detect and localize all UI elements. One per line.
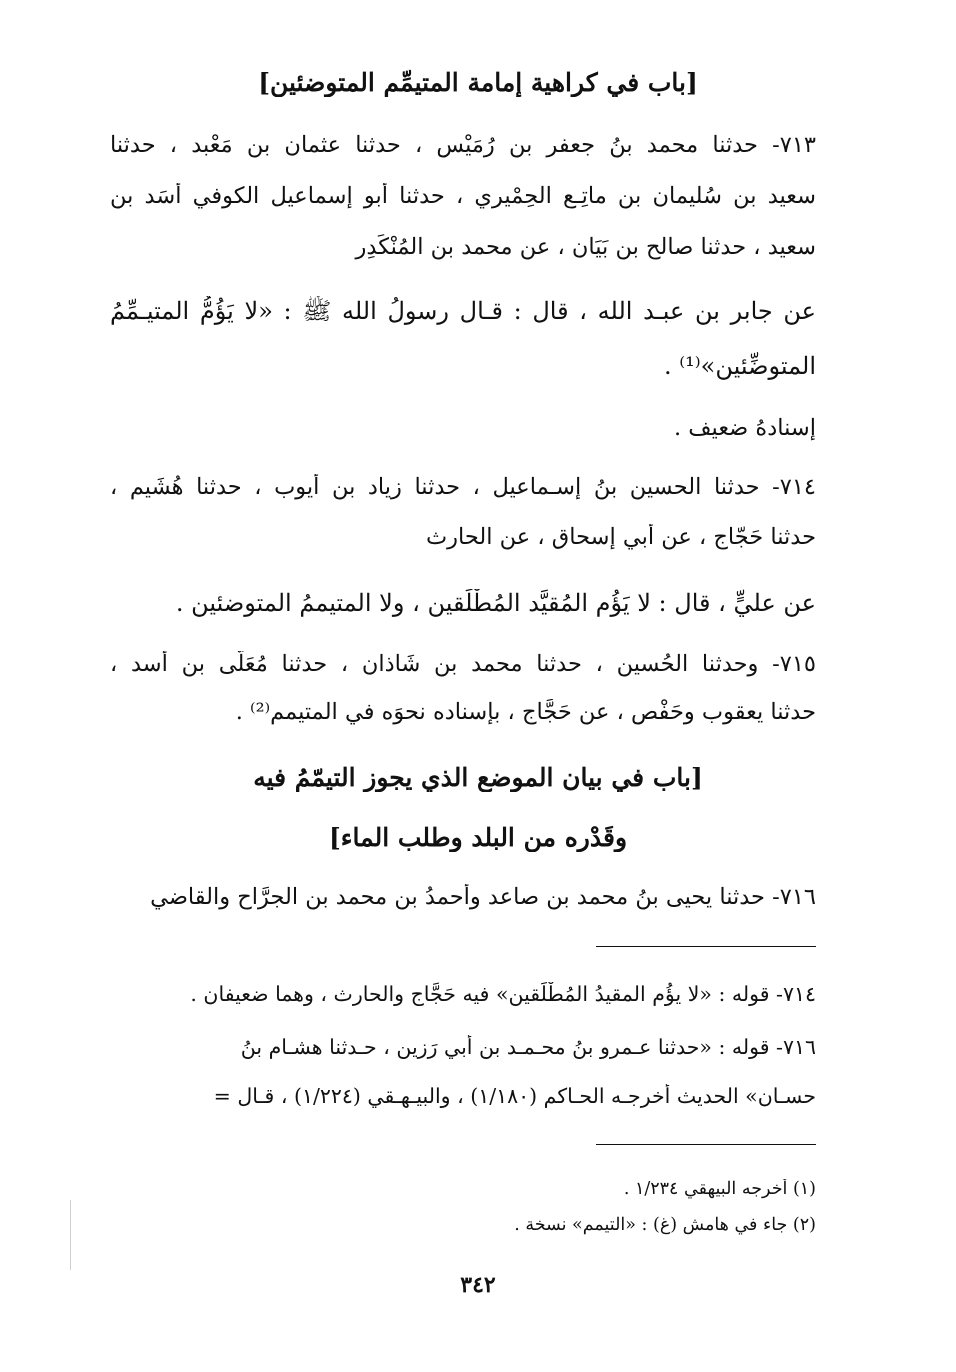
notes-separator <box>596 946 816 947</box>
hadith-text-line: المتوضِّئين»⁽¹⁾ . <box>664 352 816 380</box>
body-line: ٧١٦- حدثنا يحيى بنُ محمد بن صاعد وأحمدُ بن محمد بن الجرَّاح والقاضي <box>150 884 816 910</box>
chapter-heading: [باب في كراهية إمامة المتيمِّم المتوضئين] <box>258 68 698 97</box>
footnote: (٢) جاء في هامش (غ) : «التيمم» نسخة . <box>514 1215 816 1235</box>
hadith-text-line: عن جابر بن عبـد الله ، قال : قـال رسولُ الله ﷺ : «لا يَؤُمُّ المتيـمِّمُ <box>110 297 816 325</box>
commentary-line: ٧١٦- قوله : «حدثنا عـمرو بنُ محـمـد بن أبي رَزين ، حـدثنا هشـام بنُ <box>240 1035 816 1059</box>
chapter-heading: وقَدْره من البلد وطلب الماء] <box>328 823 628 852</box>
chapter-heading: [باب في بيان الموضع الذي يجوز التيمّمُ فيه <box>253 763 703 792</box>
footnotes-separator <box>596 1144 816 1145</box>
body-line: ٧١٤- حدثنا الحسين بنُ إسـماعيل ، حدثنا زياد بن أيوب ، حدثنا هُشَيم ، <box>110 474 816 500</box>
grading-line: إسنادهُ ضعيف . <box>673 415 816 441</box>
body-line: سعيد بن سُليمان بن ماتِـع الحِمْيري ، حدثنا أبو إسماعيل الكوفي أسَد بن <box>110 183 816 209</box>
body-line: حدثنا يعقوب وحَفْص ، عن حَجَّاج ، بإسناده نحوَه في المتيمم⁽²⁾ . <box>235 699 816 725</box>
body-line: حدثنا حَجّاج ، عن أبي إسحاق ، عن الحارث <box>425 524 816 550</box>
scan-margin-mark <box>70 1200 71 1270</box>
athar-text-line: عن عليٍّ ، قال : لا يَؤُم المُقيَّد المُطْلَقين ، ولا المتيممُ المتوضئين . <box>175 589 816 617</box>
commentary-line: حسـان» الحديث أخرجـه الحـاكم (١/١٨٠) ، والبيـهـقي (١/٢٢٤) ، قـال = <box>213 1084 816 1108</box>
body-line: ٧١٣- حدثنا محمد بنُ جعفر بن رُمَيْس ، حدثنا عثمان بن مَعْبد ، حدثنا <box>110 132 816 158</box>
commentary-line: ٧١٤- قوله : «لا يؤُم المقيدُ المُطْلَقين» فيه حَجَّاج والحارث ، وهما ضعيفان . <box>190 982 816 1006</box>
body-line: سعيد ، حدثنا صالح بن بَيَان ، عن محمد بن المُنْكَدِر <box>355 234 816 260</box>
page-number: ٣٤٢ <box>460 1272 496 1298</box>
footnote: (١) أخرجه البيهقي ١/٢٣٤ . <box>623 1179 816 1199</box>
body-line: ٧١٥- وحدثنا الحُسين ، حدثنا محمد بن شَاذان ، حدثنا مُعَلّى بن أسد ، <box>110 651 816 677</box>
